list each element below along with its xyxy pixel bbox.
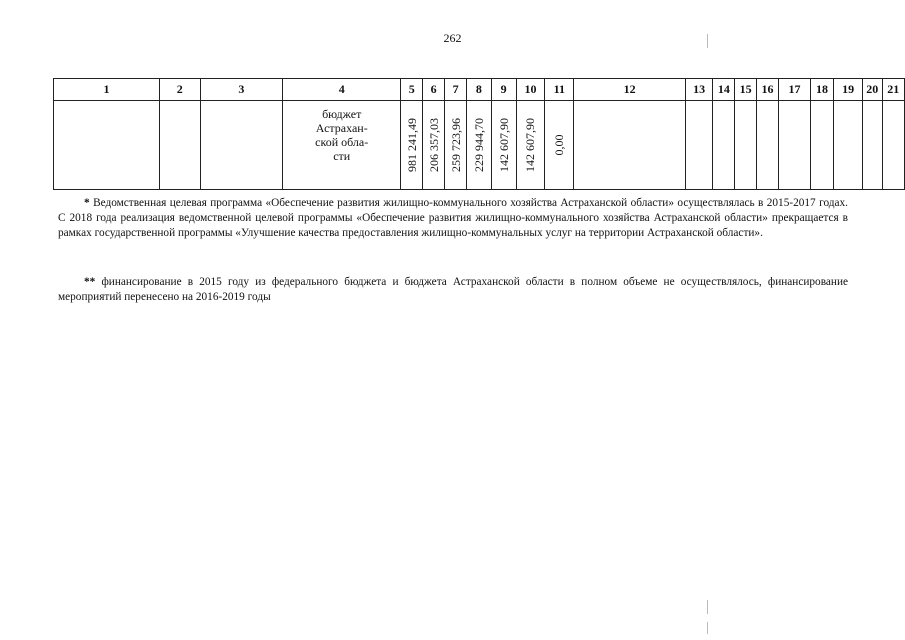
amount-value: 259 723,96 xyxy=(448,118,463,172)
total-amount-cell xyxy=(401,101,423,190)
column-header: 10 xyxy=(516,79,545,101)
table-cell xyxy=(159,101,200,190)
column-header: 17 xyxy=(779,79,811,101)
table-cell xyxy=(200,101,283,190)
table-cell xyxy=(779,101,811,190)
page-number: 262 xyxy=(443,31,462,45)
table-header-row xyxy=(54,79,905,101)
column-header: 12 xyxy=(574,79,686,101)
column-header: 18 xyxy=(810,79,833,101)
footnote-2-mark: ** xyxy=(84,276,96,288)
amount-cell xyxy=(491,101,516,190)
total-amount: 981 241,49 xyxy=(404,118,419,172)
column-header: 2 xyxy=(159,79,200,101)
amount-cell xyxy=(445,101,467,190)
column-header: 20 xyxy=(863,79,883,101)
footnote-1-text: Ведомственная целевая программа «Обеспечение развития жилищно-коммунального хозяйства Астраханской области» осуществлялась в 2015-2017 годах. С 2018 года реализация ведомственной целевой программы «Обеспечение развития жилищно-коммунального хозяйства Астраханской области» прекращается в рамках государственной программы «Улучшение качества предоставления жилищно-коммунальных услуг на территории Астраханской области». xyxy=(58,197,848,239)
column-header: 15 xyxy=(735,79,756,101)
amount-cell xyxy=(516,101,545,190)
footnote-1-mark: * xyxy=(84,197,90,209)
amount-cell xyxy=(467,101,492,190)
budget-table xyxy=(53,78,905,190)
scan-artifact xyxy=(707,622,708,634)
table-cell xyxy=(54,101,160,190)
table-cell xyxy=(834,101,863,190)
table-row xyxy=(54,101,905,190)
table-cell xyxy=(574,101,686,190)
column-header: 3 xyxy=(200,79,283,101)
amount-value: 142 607,90 xyxy=(496,118,511,172)
column-header: 19 xyxy=(834,79,863,101)
funding-source-label: бюджет Астрахан-ской обла-сти xyxy=(315,107,369,163)
table-cell xyxy=(735,101,756,190)
column-header: 11 xyxy=(545,79,574,101)
funding-source-cell xyxy=(283,101,401,190)
amount-value: 142 607,90 xyxy=(523,118,538,172)
column-header: 1 xyxy=(54,79,160,101)
table-cell xyxy=(686,101,713,190)
column-header: 16 xyxy=(756,79,778,101)
amount-value: 206 357,03 xyxy=(426,118,441,172)
scan-artifact xyxy=(707,600,708,614)
footnote-2-text: финансирование в 2015 году из федерального бюджета и бюджета Астраханской области в полном объеме не осуществлялось, финансирование мероприятий перенесено на 2016-2019 годы xyxy=(58,276,849,303)
column-header: 21 xyxy=(882,79,904,101)
scan-artifact xyxy=(707,34,708,48)
table-cell xyxy=(863,101,883,190)
table-cell xyxy=(713,101,735,190)
table-cell xyxy=(882,101,904,190)
amount-value: 229 944,70 xyxy=(471,118,486,172)
table-cell xyxy=(756,101,778,190)
amount-value: 0,00 xyxy=(552,134,567,156)
column-header: 5 xyxy=(401,79,423,101)
column-header: 13 xyxy=(686,79,713,101)
amount-cell xyxy=(545,101,574,190)
column-header: 4 xyxy=(283,79,401,101)
column-header: 6 xyxy=(423,79,445,101)
footnote-1 xyxy=(58,196,848,241)
amount-cell xyxy=(423,101,445,190)
table-cell xyxy=(810,101,833,190)
column-header: 9 xyxy=(491,79,516,101)
column-header: 8 xyxy=(467,79,492,101)
footnote-2 xyxy=(58,275,848,305)
column-header: 14 xyxy=(713,79,735,101)
column-header: 7 xyxy=(445,79,467,101)
